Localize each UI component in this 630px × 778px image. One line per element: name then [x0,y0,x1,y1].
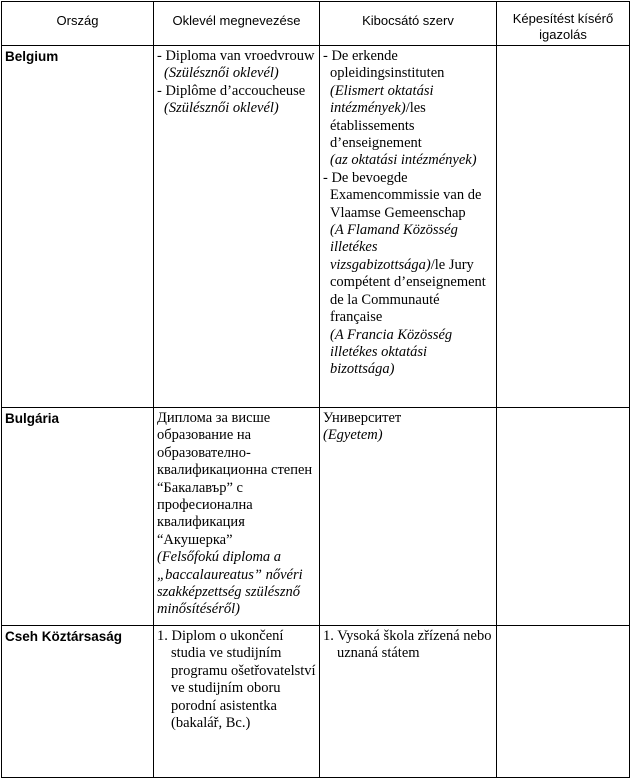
original-text: - De erkende opleidingsinstituten [323,48,445,82]
translation-text: (Felsőfokú diploma a „baccalaureatus” nővéri szakképzettség szülésznő minősítéséről) [157,549,303,618]
cell-entry [157,410,316,549]
cell-entry [323,327,493,379]
cell-entry [157,83,316,100]
cell-entry [323,410,493,427]
issuing-body-cell [320,626,497,778]
header-row [2,2,630,46]
original-text: - Diplôme d’accoucheuse [157,82,306,99]
cell-entry [323,83,493,153]
original-text: 1. Vysoká škola zřízená nebo uznaná státem [323,628,492,662]
translation-text: (A Francia Közösség illetékes oktatási bizottsága) [330,326,453,378]
diploma-cell [154,46,320,408]
cell-entry [157,48,316,65]
issuing-body-cell [320,408,497,626]
cell-entry [323,628,493,663]
cell-entry [157,549,316,619]
certificate-cell [497,626,630,778]
cell-entry [323,48,493,83]
translation-text: (Elismert oktatási intézmények) [330,82,434,117]
country-cell: Bulgária [2,408,154,626]
translation-text: (az oktatási intézmények) [330,152,477,169]
diploma-table [1,1,630,778]
table-row [2,408,630,626]
cell-entry [323,170,493,222]
cell-entry [323,427,493,444]
cell-entry [157,100,316,117]
translation-text: (Szülésznői oklevél) [164,100,279,117]
original-text: /les établissements d’enseignement [330,100,426,152]
original-text: /le Jury compétent d’enseignement de la Communauté française [330,256,486,326]
diploma-cell [154,408,320,626]
country-cell: Cseh Köztársaság [2,626,154,778]
cell-entry [323,152,493,169]
translation-text: (A Flamand Közösség illetékes vizsgabizottsága) [330,222,458,273]
header-country: Ország [2,2,154,46]
original-text: 1. Diplom o ukončení studia ve studijním programu ošetřovatelství ve studijním oboru porodní asistentka (bakalář, Bc.) [157,628,316,732]
header-certificate: Képesítést kísérő igazolás [497,2,630,46]
translation-text: (Egyetem) [323,427,383,444]
certificate-cell [497,46,630,408]
original-text: Диплома за висше образование на образователно-квалификационна степен “Бакалавър” с професионална квалификация “Акушерка” [157,410,313,548]
table-row [2,626,630,778]
original-text: Университет [323,410,402,426]
diploma-cell [154,626,320,778]
header-issuing-body: Kibocsátó szerv [320,2,497,46]
country-cell: Belgium [2,46,154,408]
cell-entry [323,222,493,326]
cell-entry [157,628,316,732]
table-row [2,46,630,408]
original-text: - Diploma van vroedvrouw [157,48,315,64]
cell-entry [157,65,316,82]
certificate-cell [497,408,630,626]
header-diploma: Oklevél megnevezése [154,2,320,46]
translation-text: (Szülésznői oklevél) [164,65,279,82]
issuing-body-cell [320,46,497,408]
original-text: - De bevoegde Examencommissie van de Vlaamse Gemeenschap [323,169,482,221]
